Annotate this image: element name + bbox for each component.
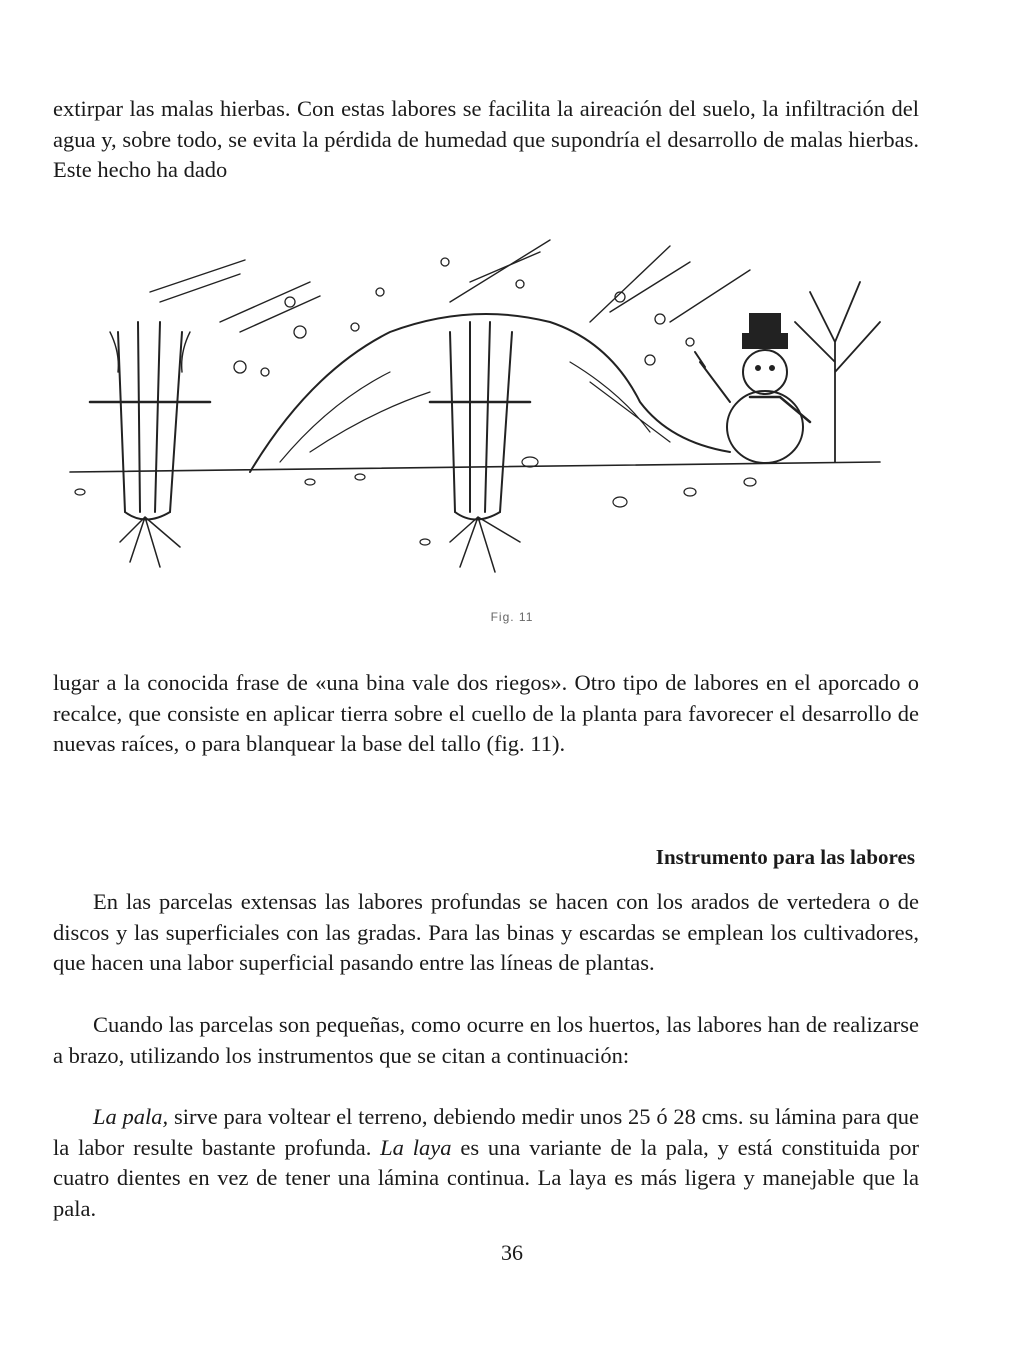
paragraph-instruments-1: En las parcelas extensas las labores profundas se hacen con los arados de vertedera o de discos y las superficiales con las gradas. Para las binas y escardas se emplean los cultivadores, que hacen una labor superficial pasando entre las líneas de plantas. xyxy=(53,889,919,975)
celery-plant-icon xyxy=(430,322,530,572)
paragraph-intro: extirpar las malas hierbas. Con estas labores se facilita la aireación del suelo, la infiltración del agua y, sobre todo, se evita la pérdida de humedad que supondría el desarrollo de malas hierbas. Este hecho ha dado xyxy=(53,96,919,182)
snowman-icon xyxy=(695,314,810,463)
bare-tree-icon xyxy=(795,282,880,462)
celery-plant-icon xyxy=(90,322,210,567)
page-number: 36 xyxy=(501,1240,523,1265)
roots-icon xyxy=(120,517,180,567)
roots-icon xyxy=(450,517,520,572)
term-laya: La laya xyxy=(380,1134,452,1160)
figure-caption: Fig. 11 xyxy=(490,610,534,624)
paragraph-instruments-2: Cuando las parcelas son pequeñas, como ocurre en los huertos, las labores han de realizarse a brazo, utilizando los instrumentos que se citan a continuación: xyxy=(53,1012,919,1068)
text-laya: es una variante de la pala, y está constituida por cuatro dientes en vez de tener una lámina continua. La laya es más ligera y manejable que la pala. xyxy=(53,1134,919,1221)
wind-lines xyxy=(150,240,750,332)
section-heading: Instrumento para las labores xyxy=(655,845,915,869)
snowflake-icon xyxy=(234,258,694,376)
term-pala: La pala, xyxy=(93,1104,169,1129)
figure-illustration xyxy=(50,222,930,602)
paragraph-bina: lugar a la conocida frase de «una bina vale dos riegos». Otro tipo de labores en el aporcado o recalce, que consiste en aplicar tierra sobre el cuello de la planta para favorecer el desarrollo de nuevas raíces, o para blanquear la base del tallo (fig. 11). xyxy=(53,670,919,756)
paragraph-pala xyxy=(53,1102,919,1224)
text-pala: sirve para voltear el terreno, debiendo medir unos 25 ó 28 cms. su lámina para que la labor resulte bastante profunda. xyxy=(53,1104,920,1160)
